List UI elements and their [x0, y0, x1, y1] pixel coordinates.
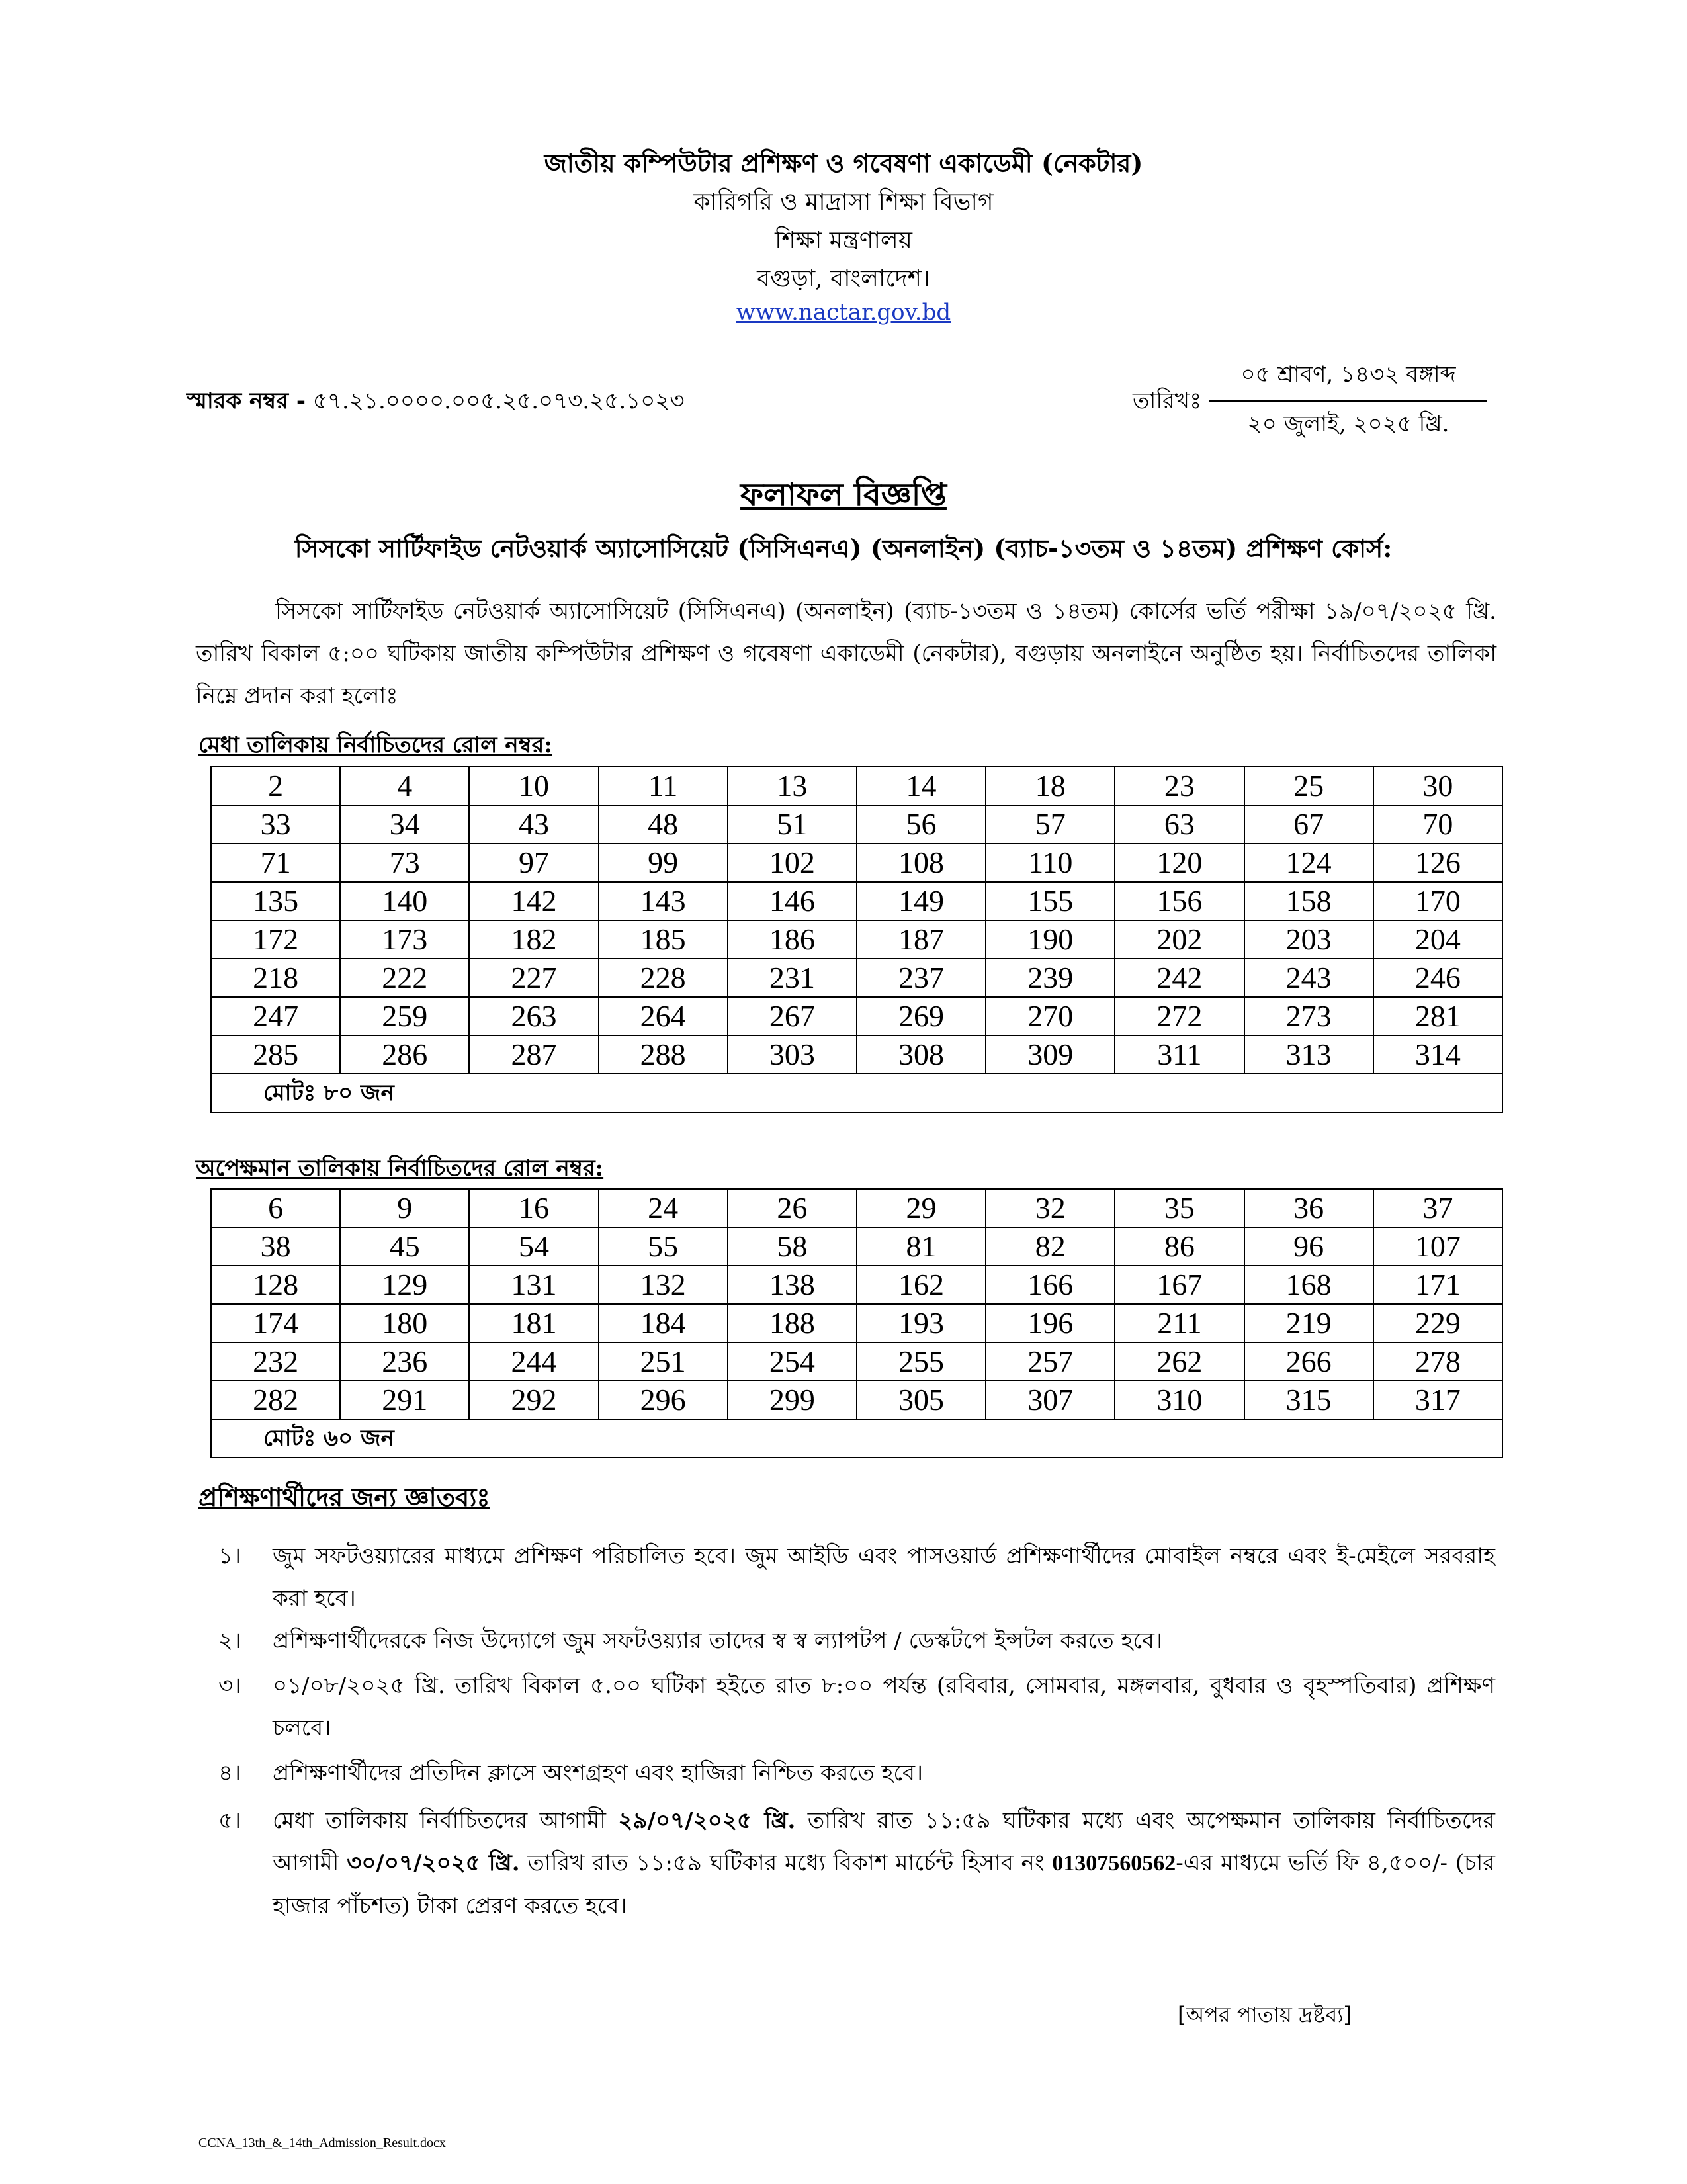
roll-cell: 263 [469, 997, 598, 1035]
roll-cell: 25 [1244, 767, 1373, 805]
roll-cell: 228 [599, 959, 728, 997]
roll-cell: 308 [857, 1035, 986, 1074]
note-item-1 [218, 1535, 1495, 1620]
roll-cell: 187 [857, 920, 986, 959]
roll-cell: 71 [211, 844, 340, 882]
roll-cell: 34 [340, 805, 469, 844]
division-name: কারিগরি ও মাদ্রাসা শিক্ষা বিভাগ [693, 189, 994, 216]
roll-cell: 33 [211, 805, 340, 844]
roll-row [211, 997, 1502, 1035]
roll-cell: 108 [857, 844, 986, 882]
roll-cell: 138 [728, 1266, 857, 1304]
roll-cell: 54 [469, 1227, 598, 1266]
roll-cell: 158 [1244, 882, 1373, 920]
roll-cell: 227 [469, 959, 598, 997]
bkash-merchant-number: 01307560562 [1052, 1851, 1176, 1876]
roll-cell: 38 [211, 1227, 340, 1266]
total-row [211, 1419, 1502, 1458]
memo-number: ৫৭.২১.০০০০.০০৫.২৫.০৭৩.২৫.১০২৩ [312, 388, 685, 414]
roll-row [211, 1189, 1502, 1227]
roll-row [211, 1266, 1502, 1304]
roll-cell: 229 [1373, 1304, 1502, 1342]
roll-cell: 146 [728, 882, 857, 920]
roll-cell: 142 [469, 882, 598, 920]
roll-cell: 236 [340, 1342, 469, 1381]
roll-cell: 124 [1244, 844, 1373, 882]
roll-row [211, 1227, 1502, 1266]
memo-label: স্মারক নম্বর - [187, 388, 306, 414]
ministry-name: শিক্ষা মন্ত্রণালয় [775, 227, 912, 254]
roll-cell: 307 [986, 1381, 1115, 1419]
roll-cell: 172 [211, 920, 340, 959]
note-text: প্রশিক্ষণার্থীদেরকে নিজ উদ্যোগে জুম সফটওয়্যার তাদের স্ব স্ব ল্যাপটপ / ডেস্কটপে ইন্সটল করতে হবে। [273, 1628, 1163, 1654]
roll-cell: 81 [857, 1227, 986, 1266]
roll-cell: 168 [1244, 1266, 1373, 1304]
roll-cell: 110 [986, 844, 1115, 882]
roll-cell: 239 [986, 959, 1115, 997]
roll-cell: 129 [340, 1266, 469, 1304]
roll-row [211, 1304, 1502, 1342]
roll-cell: 132 [599, 1266, 728, 1304]
roll-cell: 259 [340, 997, 469, 1035]
roll-cell: 126 [1373, 844, 1502, 882]
date-label: তারিখঃ [1133, 388, 1202, 414]
note-item-5 [218, 1800, 1495, 1932]
roll-cell: 149 [857, 882, 986, 920]
roll-cell: 317 [1373, 1381, 1502, 1419]
roll-cell: 264 [599, 997, 728, 1035]
roll-row [211, 1342, 1502, 1381]
roll-cell: 171 [1373, 1266, 1502, 1304]
total-row [211, 1074, 1502, 1112]
roll-cell: 170 [1373, 882, 1502, 920]
roll-cell: 11 [599, 767, 728, 805]
roll-cell: 57 [986, 805, 1115, 844]
roll-cell: 96 [1244, 1227, 1373, 1266]
roll-cell: 219 [1244, 1304, 1373, 1342]
roll-cell: 182 [469, 920, 598, 959]
roll-cell: 4 [340, 767, 469, 805]
roll-cell: 35 [1115, 1189, 1244, 1227]
roll-cell: 314 [1373, 1035, 1502, 1074]
roll-cell: 162 [857, 1266, 986, 1304]
roll-cell: 184 [599, 1304, 728, 1342]
roll-row [211, 1381, 1502, 1419]
roll-cell: 281 [1373, 997, 1502, 1035]
roll-cell: 166 [986, 1266, 1115, 1304]
roll-cell: 188 [728, 1304, 857, 1342]
roll-cell: 43 [469, 805, 598, 844]
roll-cell: 262 [1115, 1342, 1244, 1381]
total-count: মোটঃ ৬০ জন [211, 1419, 1502, 1458]
over-page-note: [অপর পাতায় দ্রষ্টব্য] [1178, 2002, 1352, 2027]
note-text-part: তারিখ রাত ১১:৫৯ ঘটিকার মধ্যে বিকাশ মার্চেন্ট হিসাব নং [519, 1850, 1053, 1876]
roll-cell: 305 [857, 1381, 986, 1419]
roll-cell: 48 [599, 805, 728, 844]
waiting-list-label: অপেক্ষমান তালিকায় নির্বাচিতদের রোল নম্বর: [196, 1155, 604, 1182]
note-item-3 [218, 1665, 1495, 1749]
roll-cell: 285 [211, 1035, 340, 1074]
roll-cell: 282 [211, 1381, 340, 1419]
roll-cell: 255 [857, 1342, 986, 1381]
roll-cell: 246 [1373, 959, 1502, 997]
roll-cell: 313 [1244, 1035, 1373, 1074]
note-number: ৪। [218, 1760, 241, 1786]
roll-row [211, 844, 1502, 882]
roll-cell: 73 [340, 844, 469, 882]
roll-cell: 202 [1115, 920, 1244, 959]
note-text: ০১/০৮/২০২৫ খ্রি. তারিখ বিকাল ৫.০০ ঘটিকা হইতে রাত ৮:০০ পর্যন্ত (রবিবার, সোমবার, মঙ্গলবার, বুধবার ও বৃহস্পতিবার) প্রশিক্ষণ চলবে। [273, 1673, 1495, 1741]
roll-cell: 181 [469, 1304, 598, 1342]
memo-line [187, 384, 685, 421]
roll-cell: 102 [728, 844, 857, 882]
roll-cell: 13 [728, 767, 857, 805]
roll-cell: 26 [728, 1189, 857, 1227]
roll-cell: 296 [599, 1381, 728, 1419]
roll-cell: 288 [599, 1035, 728, 1074]
waiting-deadline: ৩০/০৭/২০২৫ খ্রি. [347, 1850, 520, 1876]
roll-row [211, 1035, 1502, 1074]
roll-cell: 251 [599, 1342, 728, 1381]
roll-cell: 247 [211, 997, 340, 1035]
roll-cell: 156 [1115, 882, 1244, 920]
roll-cell: 2 [211, 767, 340, 805]
roll-cell: 143 [599, 882, 728, 920]
roll-cell: 231 [728, 959, 857, 997]
roll-cell: 196 [986, 1304, 1115, 1342]
roll-row [211, 805, 1502, 844]
total-count: মোটঃ ৮০ জন [211, 1074, 1502, 1112]
intro-paragraph: সিসকো সার্টিফাইড নেটওয়ার্ক অ্যাসোসিয়েট (সিসিএনএ) (অনলাইন) (ব্যাচ-১৩তম ও ১৪তম) কোর্সের ভর্তি পরীক্ষা ১৯/০৭/২০২৫ খ্রি. তারিখ বিকাল ৫:০০ ঘটিকায় জাতীয় কম্পিউটার প্রশিক্ষণ ও গবেষণা একাডেমী (নেকটার), বগুড়ায় অনলাইনে অনুষ্ঠিত হয়। নির্বাচিতদের তালিকা নিম্নে প্রদান করা হলোঃ [196, 598, 1496, 709]
date-bangla: ০৫ শ্রাবণ, ১৪৩২ বঙ্গাব্দ [1209, 357, 1487, 402]
roll-cell: 254 [728, 1342, 857, 1381]
roll-cell: 270 [986, 997, 1115, 1035]
roll-cell: 32 [986, 1189, 1115, 1227]
note-number: ২। [218, 1628, 241, 1654]
roll-cell: 58 [728, 1227, 857, 1266]
roll-cell: 273 [1244, 997, 1373, 1035]
roll-cell: 18 [986, 767, 1115, 805]
notes-title: প্রশিক্ষণার্থীদের জন্য জ্ঞাতব্যঃ [198, 1482, 490, 1512]
course-subtitle: সিসকো সার্টিফাইড নেটওয়ার্ক অ্যাসোসিয়েট (সিসিএনএ) (অনলাইন) (ব্যাচ-১৩তম ও ১৪তম) প্রশিক্ষণ কোর্স: [294, 533, 1393, 563]
roll-cell: 204 [1373, 920, 1502, 959]
roll-cell: 67 [1244, 805, 1373, 844]
roll-cell: 185 [599, 920, 728, 959]
roll-cell: 299 [728, 1381, 857, 1419]
roll-cell: 242 [1115, 959, 1244, 997]
roll-cell: 30 [1373, 767, 1502, 805]
note-number: ৩। [218, 1673, 241, 1699]
roll-cell: 16 [469, 1189, 598, 1227]
roll-cell: 292 [469, 1381, 598, 1419]
roll-cell: 55 [599, 1227, 728, 1266]
note-item-2 [218, 1620, 1495, 1662]
website-link-text[interactable]: www.nactar.gov.bd [736, 299, 951, 326]
roll-row [211, 959, 1502, 997]
roll-cell: 51 [728, 805, 857, 844]
institute-title: জাতীয় কম্পিউটার প্রশিক্ষণ ও গবেষণা একাডেমী (নেকটার) [544, 148, 1143, 178]
note-text: প্রশিক্ষণার্থীদের প্রতিদিন ক্লাসে অংশগ্রহণ এবং হাজিরা নিশ্চিত করতে হবে। [273, 1760, 924, 1786]
roll-cell: 237 [857, 959, 986, 997]
roll-cell: 269 [857, 997, 986, 1035]
roll-cell: 131 [469, 1266, 598, 1304]
roll-cell: 267 [728, 997, 857, 1035]
roll-cell: 311 [1115, 1035, 1244, 1074]
note-text-part: মেধা তালিকায় নির্বাচিতদের আগামী [273, 1808, 619, 1834]
roll-cell: 272 [1115, 997, 1244, 1035]
roll-cell: 310 [1115, 1381, 1244, 1419]
roll-cell: 291 [340, 1381, 469, 1419]
roll-row [211, 920, 1502, 959]
roll-cell: 24 [599, 1189, 728, 1227]
roll-cell: 278 [1373, 1342, 1502, 1381]
roll-cell: 97 [469, 844, 598, 882]
note-text [273, 1800, 1495, 1927]
roll-cell: 128 [211, 1266, 340, 1304]
roll-cell: 174 [211, 1304, 340, 1342]
roll-cell: 107 [1373, 1227, 1502, 1266]
roll-cell: 315 [1244, 1381, 1373, 1419]
roll-cell: 99 [599, 844, 728, 882]
roll-cell: 309 [986, 1035, 1115, 1074]
roll-cell: 23 [1115, 767, 1244, 805]
roll-cell: 63 [1115, 805, 1244, 844]
roll-cell: 232 [211, 1342, 340, 1381]
roll-cell: 287 [469, 1035, 598, 1074]
roll-cell: 257 [986, 1342, 1115, 1381]
roll-cell: 70 [1373, 805, 1502, 844]
location-line: বগুড়া, বাংলাদেশ। [757, 265, 930, 292]
roll-cell: 135 [211, 882, 340, 920]
roll-cell: 36 [1244, 1189, 1373, 1227]
roll-cell: 120 [1115, 844, 1244, 882]
roll-cell: 14 [857, 767, 986, 805]
roll-cell: 56 [857, 805, 986, 844]
roll-cell: 186 [728, 920, 857, 959]
date-box [1209, 357, 1487, 445]
merit-list-label: মেধা তালিকায় নির্বাচিতদের রোল নম্বর: [198, 732, 552, 758]
roll-cell: 155 [986, 882, 1115, 920]
roll-cell: 244 [469, 1342, 598, 1381]
merit-roll-table [210, 766, 1503, 1113]
date-english: ২০ জুলাই, ২০২৫ খ্রি. [1247, 411, 1449, 437]
roll-cell: 180 [340, 1304, 469, 1342]
roll-cell: 29 [857, 1189, 986, 1227]
roll-cell: 140 [340, 882, 469, 920]
roll-cell: 286 [340, 1035, 469, 1074]
roll-cell: 37 [1373, 1189, 1502, 1227]
website-link[interactable] [0, 299, 1687, 326]
merit-deadline: ২৯/০৭/২০২৫ খ্রি. [618, 1808, 796, 1834]
note-text: জুম সফটওয়্যারের মাধ্যমে প্রশিক্ষণ পরিচালিত হবে। জুম আইডি এবং পাসওয়ার্ড প্রশিক্ষণার্থীদের মোবাইল নম্বরে এবং ই-মেইলে সরবরাহ করা হবে। [273, 1543, 1495, 1612]
roll-row [211, 882, 1502, 920]
roll-cell: 203 [1244, 920, 1373, 959]
roll-cell: 190 [986, 920, 1115, 959]
note-text-part: তারিখ রাত ১১:৫৯ ঘটিকার মধ্যে এবং অপেক্ষমান তালিকায় নির্বাচিতদের আগামী [273, 1808, 1495, 1876]
roll-cell: 45 [340, 1227, 469, 1266]
note-number: ৫। [218, 1808, 241, 1834]
roll-cell: 82 [986, 1227, 1115, 1266]
roll-cell: 222 [340, 959, 469, 997]
waiting-roll-table [210, 1188, 1503, 1458]
roll-row [211, 767, 1502, 805]
roll-cell: 167 [1115, 1266, 1244, 1304]
roll-cell: 303 [728, 1035, 857, 1074]
roll-cell: 211 [1115, 1304, 1244, 1342]
roll-cell: 86 [1115, 1227, 1244, 1266]
footer-filename: CCNA_13th_&_14th_Admission_Result.docx [198, 2136, 446, 2150]
notice-title: ফলাফল বিজ্ঞপ্তি [740, 476, 947, 513]
note-item-4 [218, 1752, 1495, 1794]
roll-cell: 6 [211, 1189, 340, 1227]
roll-cell: 243 [1244, 959, 1373, 997]
roll-cell: 10 [469, 767, 598, 805]
roll-cell: 266 [1244, 1342, 1373, 1381]
note-text-part: -এর মাধ্যমে ভর্তি ফি ৪,৫০০/- (চার হাজার পাঁচশত) টাকা প্রেরণ করতে হবে। [273, 1850, 1496, 1919]
roll-cell: 193 [857, 1304, 986, 1342]
roll-cell: 173 [340, 920, 469, 959]
roll-cell: 218 [211, 959, 340, 997]
note-number: ১। [218, 1543, 241, 1569]
roll-cell: 9 [340, 1189, 469, 1227]
